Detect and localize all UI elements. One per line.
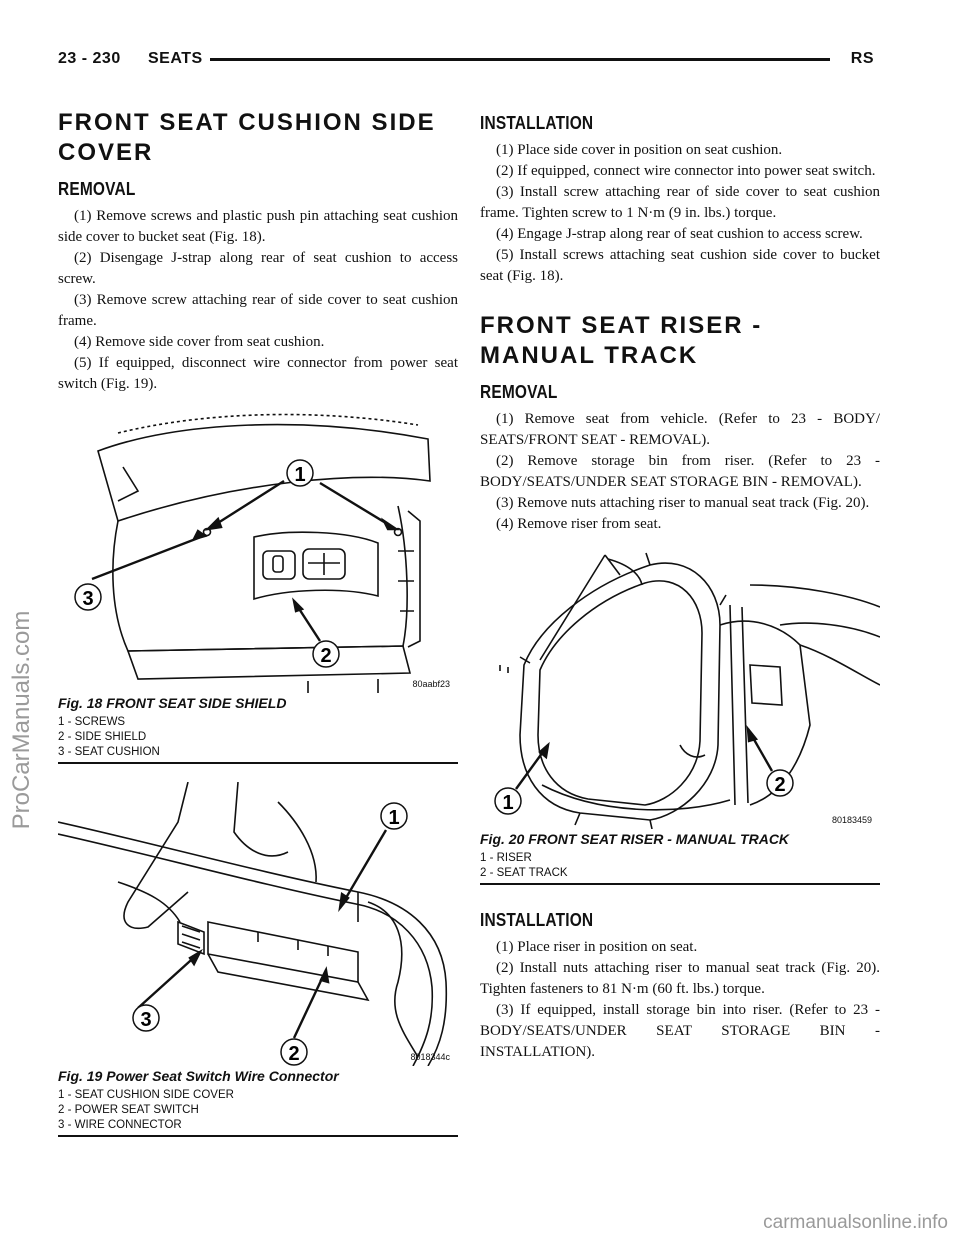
installation-step: (2) If equipped, connect wire connector into power seat switch. [496, 163, 876, 179]
figure-19-illustration [58, 782, 458, 1066]
figure-18-caption: Fig. 18 FRONT SEAT SIDE SHIELD [58, 695, 287, 711]
figure-19-rule [58, 1135, 458, 1137]
fig20-callout-2: 2 [774, 774, 786, 796]
legend-item: 1 - RISER [480, 852, 532, 864]
fig20-callout-1: 1 [502, 792, 514, 814]
installation-step: (5) Install screws attaching seat cushion side cover to bucket seat (Fig. 18). [480, 247, 880, 284]
section-name: SEATS [148, 50, 203, 67]
figure-20-code: 80183459 [831, 815, 872, 825]
figure-19-legend [58, 1088, 458, 1133]
section-title-seat-riser: FRONT SEAT RISER - MANUAL TRACK [480, 312, 763, 369]
installation-step: (1) Place riser in position on seat. [496, 939, 698, 955]
section-title-side-cover: FRONT SEAT CUSHION SIDE COVER [58, 109, 436, 166]
removal-step: (2) Disengage J-strap along rear of seat cushion to access screw. [58, 250, 458, 287]
seat-riser-drawing [480, 545, 880, 829]
legend-item: 2 - POWER SEAT SWITCH [58, 1104, 199, 1116]
installation-step: (3) Install screw attaching rear of side cover to seat cushion frame. Tighten screw to 1 N·m (9 in. lbs.) torque. [480, 184, 880, 221]
installation-heading: INSTALLATION [480, 910, 594, 930]
legend-item: 2 - SEAT TRACK [480, 867, 568, 879]
removal-step: (4) Remove riser from seat. [496, 516, 662, 532]
figure-19-caption: Fig. 19 Power Seat Switch Wire Connector [58, 1068, 339, 1084]
fig19-callout-2: 2 [288, 1043, 300, 1065]
figure-20-rule [480, 883, 880, 885]
fig18-callout-2: 2 [320, 645, 332, 667]
removal-step: (5) If equipped, disconnect wire connector from power seat switch (Fig. 19). [58, 355, 458, 392]
figure-19-code: 8018344c [410, 1052, 450, 1062]
figure-20-illustration [480, 545, 880, 829]
fig18-callout-1: 1 [294, 464, 306, 486]
page-number: 23 - 230 [58, 50, 121, 67]
removal-step: (1) Remove screws and plastic push pin attaching seat cushion side cover to bucket seat (Fig. 18). [58, 208, 458, 245]
figure-20-legend [480, 851, 880, 881]
removal-heading: REMOVAL [58, 179, 136, 199]
legend-item: 1 - SEAT CUSHION SIDE COVER [58, 1089, 234, 1101]
figure-20-caption: Fig. 20 FRONT SEAT RISER - MANUAL TRACK [480, 831, 790, 847]
section-code: RS [850, 50, 874, 67]
fig18-callout-3: 3 [82, 588, 94, 610]
fig19-callout-3: 3 [140, 1009, 152, 1031]
installation-step: (2) Install nuts attaching riser to manual seat track (Fig. 20). Tighten fasteners to 81 N·m (60 ft. lbs.) torque. [480, 960, 880, 997]
page-header [58, 50, 874, 74]
seat-side-shield-drawing [58, 411, 458, 693]
installation-step: (3) If equipped, install storage bin into riser. (Refer to 23 - BODY/SEATS/UNDER SEAT STORAGE BIN - INSTALLATION). [480, 1002, 880, 1060]
removal-step: (2) Remove storage bin from riser. (Refer to 23 - BODY/SEATS/UNDER SEAT STORAGE BIN - REMOVAL). [480, 453, 880, 490]
watermark-text: ProCarManuals.com [8, 610, 35, 830]
figure-20 [480, 545, 880, 885]
removal-step: (3) Remove screw attaching rear of side cover to seat cushion frame. [58, 292, 458, 329]
fig19-callout-1: 1 [388, 807, 400, 829]
removal-step: (3) Remove nuts attaching riser to manual seat track (Fig. 20). [496, 495, 870, 511]
figure-19 [58, 782, 458, 1137]
figure-18-illustration [58, 411, 458, 693]
side-watermark [4, 510, 40, 930]
installation-step: (1) Place side cover in position on seat cushion. [496, 142, 783, 158]
figure-18-legend [58, 715, 458, 760]
installation-heading: INSTALLATION [480, 113, 594, 133]
legend-item: 3 - WIRE CONNECTOR [58, 1119, 182, 1131]
figure-18-rule [58, 762, 458, 764]
power-seat-switch-drawing [58, 782, 458, 1066]
installation-step: (4) Engage J-strap along rear of seat cushion to access screw. [496, 226, 863, 242]
header-rule [210, 58, 830, 61]
left-column [58, 108, 458, 1137]
removal-heading: REMOVAL [480, 382, 558, 402]
right-column [480, 108, 880, 1063]
legend-item: 2 - SIDE SHIELD [58, 731, 147, 743]
legend-item: 3 - SEAT CUSHION [58, 746, 160, 758]
legend-item: 1 - SCREWS [58, 716, 126, 728]
footer-watermark: carmanualsonline.info [763, 1212, 948, 1233]
figure-18 [58, 411, 458, 764]
removal-step: (4) Remove side cover from seat cushion. [74, 334, 325, 350]
removal-step: (1) Remove seat from vehicle. (Refer to 23 - BODY/ SEATS/FRONT SEAT - REMOVAL). [480, 411, 880, 448]
figure-18-code: 80aabf23 [412, 679, 450, 689]
